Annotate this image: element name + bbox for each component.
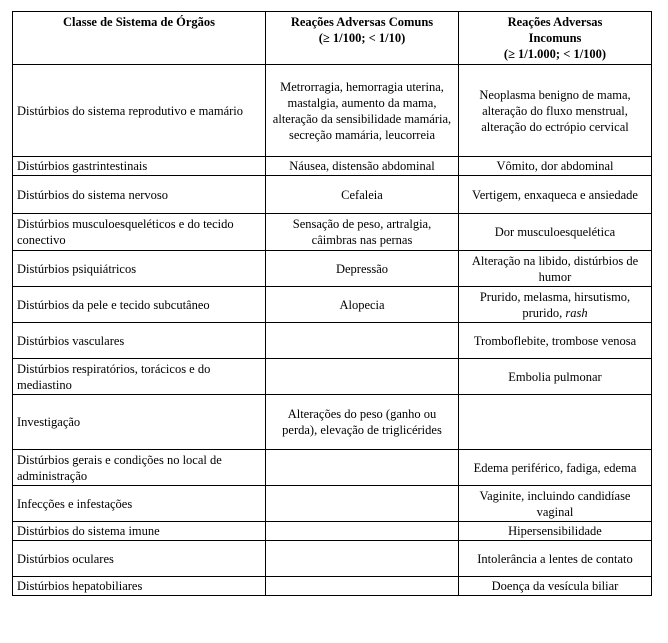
table-row [13, 486, 652, 522]
soc-cell: Distúrbios musculoesqueléticos e do tecido conectivo [13, 214, 266, 251]
soc-cell: Distúrbios do sistema reprodutivo e mamário [13, 65, 266, 157]
common-reactions-cell [266, 522, 459, 541]
common-reactions-cell [266, 577, 459, 596]
common-reactions-cell: Metrorragia, hemorragia uterina, mastalgia, aumento da mama, alteração da sensibilidade mamária, secreção mamária, leucorreia [266, 65, 459, 157]
soc-cell: Distúrbios gerais e condições no local de administração [13, 450, 266, 486]
header-common [266, 12, 459, 65]
uncommon-reactions-cell: Edema periférico, fadiga, edema [459, 450, 652, 486]
table-row [13, 251, 652, 287]
uncommon-reactions-cell [459, 287, 652, 323]
soc-cell: Distúrbios da pele e tecido subcutâneo [13, 287, 266, 323]
common-reactions-cell: Náusea, distensão abdominal [266, 157, 459, 176]
soc-cell: Distúrbios hepatobiliares [13, 577, 266, 596]
table-row [13, 577, 652, 596]
common-reactions-cell: Depressão [266, 251, 459, 287]
soc-cell: Distúrbios do sistema imune [13, 522, 266, 541]
common-reactions-cell [266, 541, 459, 577]
soc-cell: Distúrbios gastrintestinais [13, 157, 266, 176]
table-row [13, 450, 652, 486]
uncommon-reactions-cell: Dor musculoesquelética [459, 214, 652, 251]
soc-cell: Distúrbios vasculares [13, 323, 266, 359]
table-row [13, 214, 652, 251]
header-soc-label: Classe de Sistema de Órgãos [62, 15, 216, 29]
adverse-reactions-table [12, 11, 652, 596]
uncommon-reactions-cell: Hipersensibilidade [459, 522, 652, 541]
uncommon-reactions-cell: Intolerância a lentes de contato [459, 541, 652, 577]
uncommon-reactions-cell: Vaginite, incluindo candidíase vaginal [459, 486, 652, 522]
common-reactions-cell: Alterações do peso (ganho ou perda), elevação de triglicérides [266, 395, 459, 450]
uncommon-reactions-cell: Vômito, dor abdominal [459, 157, 652, 176]
common-reactions-cell [266, 359, 459, 395]
soc-cell: Distúrbios psiquiátricos [13, 251, 266, 287]
header-uncommon-frequency: (≥ 1/1.000; < 1/100) [503, 47, 607, 61]
common-reactions-cell: Sensação de peso, artralgia, câimbras nas pernas [266, 214, 459, 251]
table-row [13, 287, 652, 323]
table-row [13, 541, 652, 577]
table-row [13, 522, 652, 541]
common-reactions-cell [266, 323, 459, 359]
table-row [13, 157, 652, 176]
uncommon-reactions-cell: Tromboflebite, trombose venosa [459, 323, 652, 359]
soc-cell: Distúrbios do sistema nervoso [13, 176, 266, 214]
uncommon-reactions-cell: Alteração na libido, distúrbios de humor [459, 251, 652, 287]
header-common-title: Reações Adversas Comuns [290, 15, 434, 29]
uncommon-reactions-text: Prurido, melasma, hirsutismo, prurido, [479, 289, 631, 320]
soc-cell: Infecções e infestações [13, 486, 266, 522]
header-soc [13, 12, 266, 65]
header-common-frequency: (≥ 1/100; < 1/10) [318, 31, 406, 45]
common-reactions-cell [266, 450, 459, 486]
soc-cell: Distúrbios oculares [13, 541, 266, 577]
header-uncommon-title-2: Incomuns [528, 31, 582, 45]
common-reactions-cell: Cefaleia [266, 176, 459, 214]
table-row [13, 176, 652, 214]
common-reactions-cell: Alopecia [266, 287, 459, 323]
uncommon-reactions-cell: Doença da vesícula biliar [459, 577, 652, 596]
uncommon-reactions-italic-term: rash [565, 305, 588, 320]
header-row [13, 12, 652, 65]
table-row [13, 359, 652, 395]
soc-cell: Investigação [13, 395, 266, 450]
uncommon-reactions-cell: Embolia pulmonar [459, 359, 652, 395]
table-row [13, 65, 652, 157]
common-reactions-cell [266, 486, 459, 522]
uncommon-reactions-cell: Neoplasma benigno de mama, alteração do fluxo menstrual, alteração do ectrópio cervical [459, 65, 652, 157]
header-uncommon [459, 12, 652, 65]
table-row [13, 395, 652, 450]
uncommon-reactions-cell [459, 395, 652, 450]
soc-cell: Distúrbios respiratórios, torácicos e do mediastino [13, 359, 266, 395]
uncommon-reactions-cell: Vertigem, enxaqueca e ansiedade [459, 176, 652, 214]
table-row [13, 323, 652, 359]
header-uncommon-title-1: Reações Adversas [507, 15, 603, 29]
